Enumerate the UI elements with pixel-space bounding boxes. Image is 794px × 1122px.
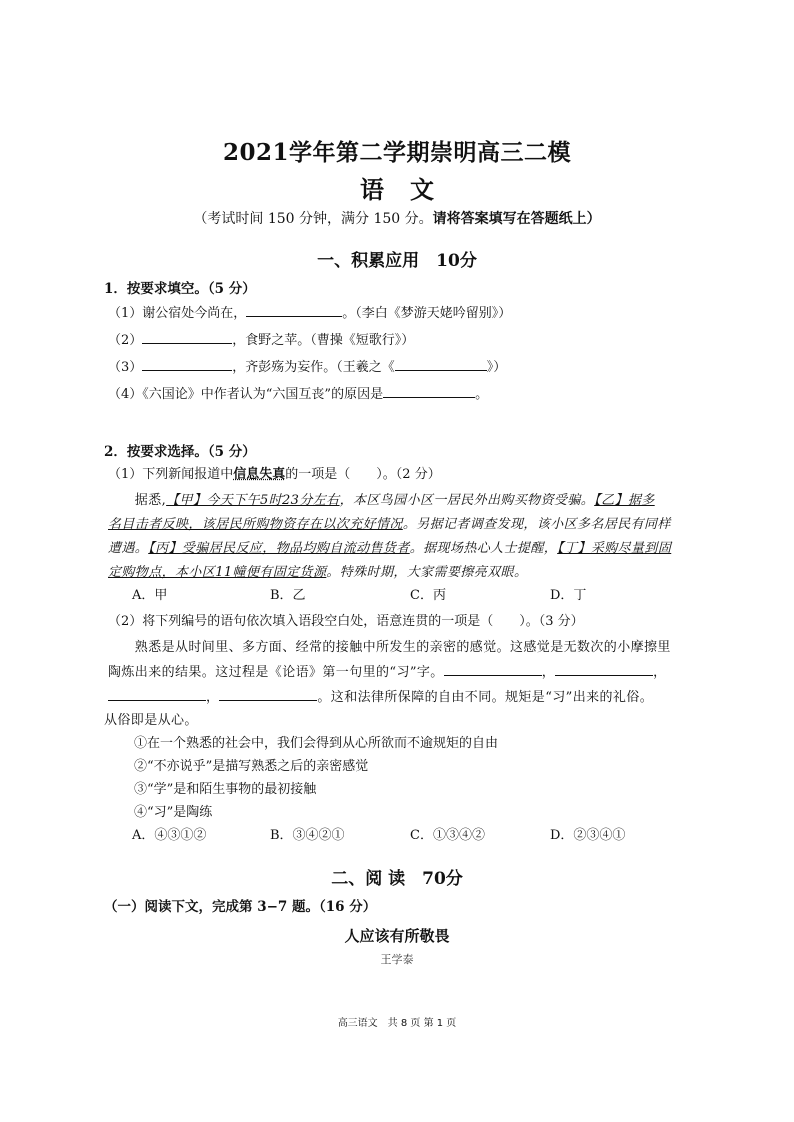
subject-title: 语文 — [360, 175, 460, 204]
news-line-2: 名目击者反映，该居民所购物资存在以次充好情况。另据记者调查发现，该小区多名居民有同样 — [108, 517, 671, 532]
q2-sub2-option-b: B．③④②① — [270, 828, 345, 843]
news-line-1: 据悉,【甲】今天下午5时23分左右，本区鸟园小区一居民外出购买物资受骗。【乙】据多 — [108, 493, 655, 508]
q1-item-4: （4）《六国论》中作者认为“六国互丧”的原因是 。 — [108, 387, 489, 402]
q2-sub2-option-a: A．④③①② — [132, 828, 207, 843]
section-heading-1: 一、积累应用 10分 — [317, 251, 477, 271]
sentence-item-3: ③“学”是和陌生事物的最初接触 — [134, 782, 317, 797]
page-footer: 高三语文 共 8 页 第 1 页 — [337, 1018, 457, 1029]
sentence-item-1: ①在一个熟悉的社会中，我们会得到从心所欲而不逾规矩的自由 — [134, 736, 499, 751]
q2-sub1-option-a: A．甲 — [132, 588, 168, 603]
q2-sub2-stem: （2）将下列编号的语句依次填入语段空白处，语意连贯的一项是（ ）。（3 分） — [108, 614, 584, 629]
sentence-item-2: ②“不亦说乎”是描写熟悉之后的亲密感觉 — [134, 759, 369, 774]
news-line-3: 遭遇。【丙】受骗居民反应，物品均购自流动售货者。据现场热心人士提醒，【丁】采购尽量到固 — [108, 541, 672, 556]
reading-part-1: （一）阅读下文，完成第 3−7 题。（16 分） — [104, 899, 377, 915]
q2-sub2-option-d: D．②③④① — [550, 828, 626, 843]
answer-blank — [219, 688, 317, 701]
answer-blank — [108, 688, 206, 701]
answer-blank — [555, 663, 653, 676]
answer-blank — [142, 358, 232, 371]
passage-line-1: 熟悉是从时间里、多方面、经常的接触中所发生的亲密的感觉。这感觉是无数次的小摩擦里 — [108, 640, 671, 655]
passage-line-3: ， 。这和法律所保障的自由不同。规矩是“习”出来的礼俗。 — [108, 686, 653, 705]
section-heading-2: 二、阅 读 70分 — [331, 869, 463, 889]
q2-sub1-stem: （1）下列新闻报道中信息失真的一项是（ ）。（2 分） — [108, 467, 441, 482]
q2-sub1-option-c: C．丙 — [410, 588, 446, 603]
article-author: 王学泰 — [380, 953, 414, 966]
question-2-title: 2．按要求选择。（5 分） — [104, 444, 256, 460]
answer-blank — [444, 663, 542, 676]
passage-line-2: 陶炼出来的结果。这过程是《论语》第一句里的“习”字。 ， ， — [108, 665, 667, 680]
answer-blank — [395, 358, 487, 371]
article-title: 人应该有所敬畏 — [344, 927, 450, 945]
exam-note: （考试时间 150 分钟，满分 150 分。请将答案填写在答题纸上） — [193, 211, 601, 227]
q2-sub1-option-d: D．丁 — [550, 588, 587, 603]
answer-blank — [142, 331, 232, 344]
exam-title: 2021学年第二学期崇明高三二模 — [222, 139, 571, 166]
question-1-title: 1．按要求填空。（5 分） — [104, 281, 256, 297]
answer-blank — [246, 304, 342, 317]
sentence-item-4: ④“习”是陶练 — [134, 805, 213, 820]
passage-line-4: 从俗即是从心。 — [104, 713, 198, 728]
answer-blank — [383, 385, 475, 398]
news-line-4: 定购物点，本小区11幢便有固定货源。特殊时期，大家需要擦亮双眼。 — [108, 565, 528, 580]
q2-sub1-option-b: B．乙 — [270, 588, 306, 603]
q1-item-2: （2） ，食野之苹。（曹操《短歌行》） — [108, 333, 415, 348]
q1-item-3: （3） ，齐彭殇为妄作。（王羲之《 》） — [108, 360, 507, 375]
q2-sub2-option-c: C．①③④② — [410, 828, 485, 843]
q1-item-1: （1）谢公宿处今尚在， 。（李白《梦游天姥吟留别》） — [108, 306, 512, 321]
